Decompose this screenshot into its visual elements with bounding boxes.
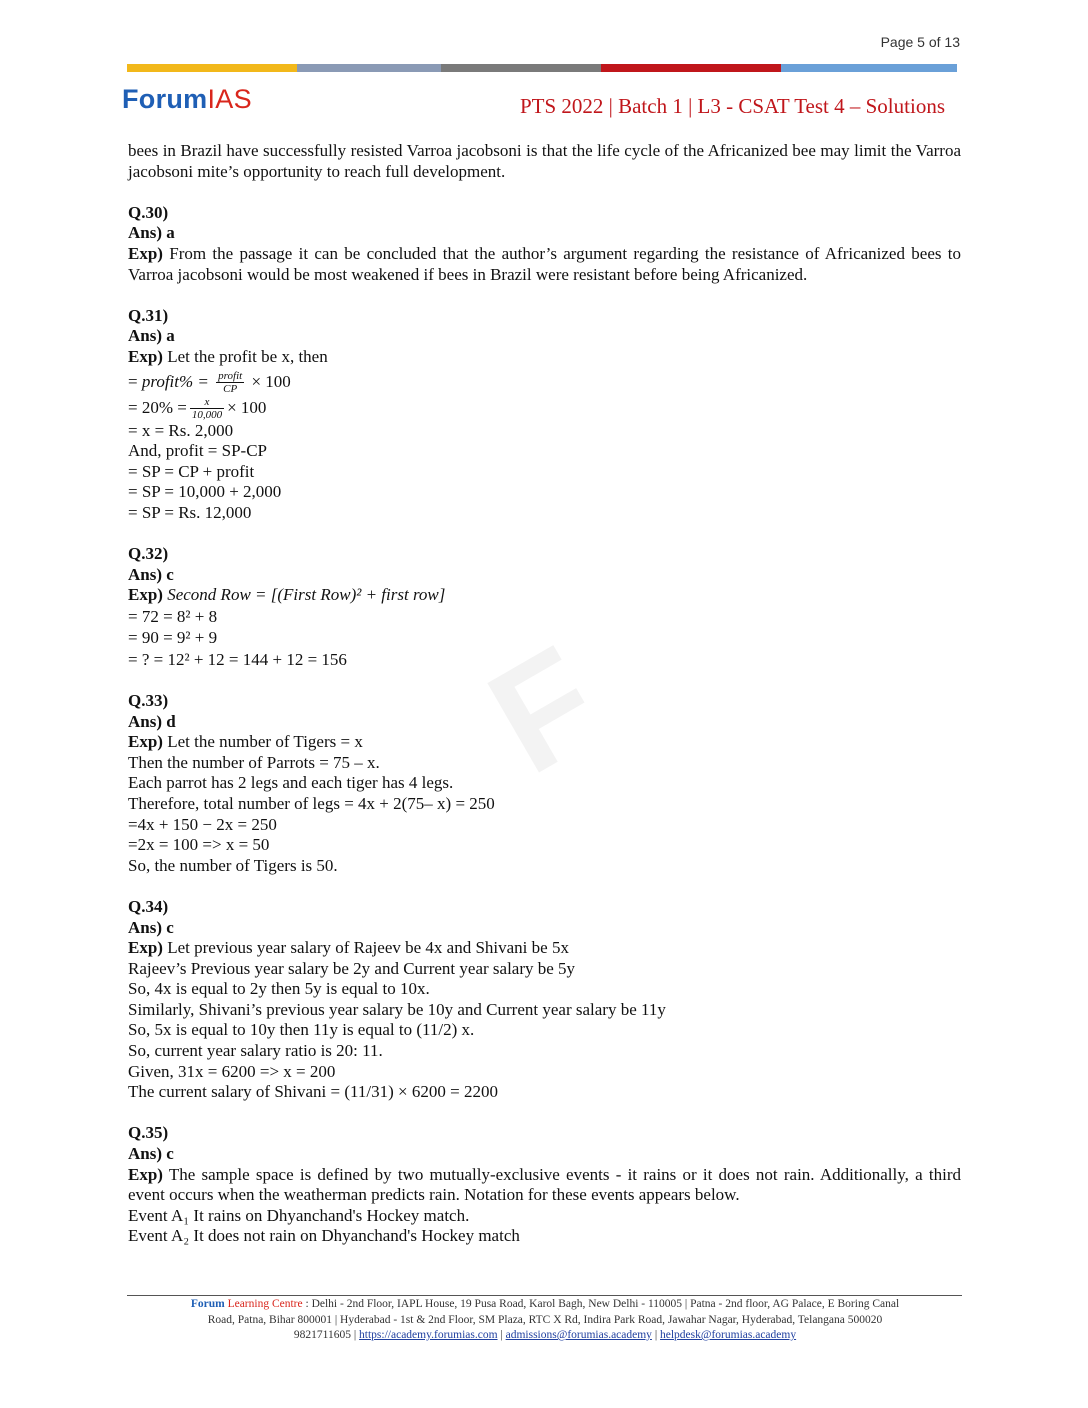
question-32 bbox=[128, 544, 961, 670]
exp-line: = SP = CP + profit bbox=[128, 461, 255, 481]
exp-line: =2x = 100 => x = 50 bbox=[128, 835, 270, 855]
exp-line: = 90 = 9² + 9 bbox=[128, 628, 218, 648]
color-bar-segment bbox=[601, 64, 781, 72]
answer: Ans) d bbox=[128, 711, 176, 731]
formula-math: profit% = bbox=[141, 371, 214, 391]
exp-label: Exp) bbox=[128, 585, 163, 605]
footer-address-1: Delhi - 2nd Floor, IAPL House, 19 Pusa Road, Karol Bagh, New Delhi - 110005 | Patna - 2nd floor, AG Palace, E Boring Canal bbox=[308, 1298, 900, 1310]
exp-line: Similarly, Shivani’s previous year salary be 10y and Current year salary be 11y bbox=[128, 999, 666, 1019]
footer-helpdesk-email-link[interactable]: helpdesk@forumias.academy bbox=[660, 1329, 797, 1341]
exp-line: = SP = Rs. 12,000 bbox=[128, 502, 252, 522]
question-number: Q.33) bbox=[128, 690, 169, 710]
exp-line: Each parrot has 2 legs and each tiger has 4 legs. bbox=[128, 773, 454, 793]
exp-line: So, 5x is equal to 10y then 11y is equal to (11/2) x. bbox=[128, 1020, 475, 1040]
color-bar-segment bbox=[297, 64, 441, 72]
answer: Ans) c bbox=[128, 564, 174, 584]
header-color-bar bbox=[127, 64, 957, 72]
explanation bbox=[128, 347, 961, 368]
exp-label: Exp) bbox=[128, 938, 163, 958]
page-number: Page 5 of 13 bbox=[880, 34, 960, 50]
footer-learning-centre: Learning Centre bbox=[224, 1298, 303, 1310]
question-number: Q.32) bbox=[128, 544, 169, 564]
question-number: Q.34) bbox=[128, 896, 169, 916]
exp-line: Therefore, total number of legs = 4x + 2(75– x) = 250 bbox=[128, 793, 495, 813]
explanation bbox=[128, 244, 961, 285]
exp-line: Given, 31x = 6200 => x = 200 bbox=[128, 1061, 336, 1081]
exp-line: Event A₂ It does not rain on Dhyanchand's Hockey match bbox=[128, 1226, 520, 1246]
exp-text: Let the number of Tigers = x bbox=[162, 732, 363, 752]
footer-admissions-email-link[interactable]: admissions@forumias.academy bbox=[505, 1329, 652, 1341]
question-number: Q.31) bbox=[128, 305, 169, 325]
footer bbox=[120, 1297, 970, 1344]
exp-label: Exp) bbox=[128, 1164, 163, 1184]
exp-line: Then the number of Parrots = 75 – x. bbox=[128, 752, 380, 772]
answer: Ans) c bbox=[128, 917, 174, 937]
exp-text: Second Row = [(First Row)² + first row] bbox=[162, 585, 446, 605]
footer-colon: : bbox=[302, 1298, 309, 1310]
exp-line: = SP = 10,000 + 2,000 bbox=[128, 482, 282, 502]
exp-line: The current salary of Shivani = (11/31) × 6200 = 2200 bbox=[128, 1082, 498, 1102]
question-30 bbox=[128, 203, 961, 285]
fraction-denominator: CP bbox=[223, 383, 238, 396]
exp-line: = ? = 12² + 12 = 144 + 12 = 156 bbox=[128, 649, 347, 669]
exp-label: Exp) bbox=[128, 732, 163, 752]
exp-label: Exp) bbox=[128, 346, 163, 366]
color-bar-segment bbox=[781, 64, 957, 72]
explanation bbox=[128, 732, 961, 753]
exp-line: So, current year salary ratio is 20: 11. bbox=[128, 1041, 383, 1061]
exp-line: = x = Rs. 2,000 bbox=[128, 420, 234, 440]
exp-line: So, 4x is equal to 2y then 5y is equal to 10x. bbox=[128, 979, 430, 999]
formula-suffix: × 100 bbox=[251, 371, 291, 391]
footer-divider bbox=[127, 1295, 962, 1296]
footer-separator: | bbox=[350, 1329, 360, 1341]
answer: Ans) a bbox=[128, 326, 175, 346]
question-35 bbox=[128, 1123, 961, 1247]
exp-line: Event A₁ It rains on Dhyanchand's Hockey match. bbox=[128, 1205, 470, 1225]
question-31 bbox=[128, 306, 961, 524]
question-number: Q.35) bbox=[128, 1123, 169, 1143]
color-bar-segment bbox=[441, 64, 601, 72]
fraction bbox=[216, 370, 244, 395]
footer-separator: | bbox=[497, 1329, 506, 1341]
question-34 bbox=[128, 897, 961, 1103]
exp-line: =4x + 150 − 2x = 250 bbox=[128, 814, 277, 834]
color-bar-segment bbox=[127, 64, 297, 72]
exp-line: Rajeev’s Previous year salary be 2y and Current year salary be 5y bbox=[128, 958, 576, 978]
question-number: Q.30) bbox=[128, 202, 169, 222]
formula-suffix: × 100 bbox=[227, 397, 267, 417]
formula-line bbox=[128, 368, 961, 395]
footer-line-1 bbox=[120, 1297, 970, 1313]
footer-phone: 9821711605 bbox=[293, 1329, 351, 1341]
formula-prefix: = bbox=[128, 371, 142, 391]
document-title: PTS 2022 | Batch 1 | L3 - CSAT Test 4 – Solutions bbox=[519, 94, 945, 118]
footer-separator: | bbox=[651, 1329, 660, 1341]
answer: Ans) a bbox=[128, 223, 175, 243]
exp-line: = 72 = 8² + 8 bbox=[128, 606, 218, 626]
explanation bbox=[128, 1165, 961, 1206]
formula-prefix: = 20% = bbox=[128, 397, 187, 417]
exp-text: From the passage it can be concluded that the author’s argument regarding the resistance of Africanized bees to Varroa jacobsoni would be most weakened if bees in Brazil were resistant before being Africanized. bbox=[128, 243, 961, 284]
exp-text: Let previous year salary of Rajeev be 4x and Shivani be 5x bbox=[162, 938, 569, 958]
formula-line bbox=[128, 395, 961, 421]
footer-forum: Forum bbox=[190, 1298, 225, 1310]
explanation bbox=[128, 938, 961, 959]
logo-ias: IAS bbox=[207, 84, 252, 114]
exp-text: The sample space is defined by two mutually-exclusive events - it rains or it does not rain. Additionally, a third event occurs when the weatherman predicts rain. Notation for these events appears below. bbox=[128, 1164, 961, 1205]
exp-line: So, the number of Tigers is 50. bbox=[128, 855, 338, 875]
intro-paragraph: bees in Brazil have successfully resisted Varroa jacobsoni is that the life cycle of the Africanized bee may limit the Varroa jacobsoni mite’s opportunity to reach full development. bbox=[128, 141, 961, 181]
footer-line-3 bbox=[120, 1328, 970, 1344]
solutions-content bbox=[128, 141, 961, 1247]
fraction-numerator: x bbox=[190, 396, 224, 409]
exp-line: And, profit = SP-CP bbox=[128, 441, 267, 461]
explanation bbox=[128, 585, 961, 606]
footer-website-link[interactable]: https://academy.forumias.com bbox=[359, 1329, 498, 1341]
logo-forum: Forum bbox=[122, 84, 208, 114]
forumias-logo bbox=[122, 84, 252, 115]
exp-text: Let the profit be x, then bbox=[162, 346, 328, 366]
question-33 bbox=[128, 691, 961, 876]
footer-line-2: Road, Patna, Bihar 800001 | Hyderabad - 1st & 2nd Floor, SM Plaza, RTC X Rd, Indira Park Road, Jawahar Nagar, Hyderabad, Telangana 500020 bbox=[207, 1313, 883, 1326]
exp-label: Exp) bbox=[128, 243, 163, 263]
fraction-denominator: 10,000 bbox=[191, 409, 223, 422]
fraction bbox=[190, 396, 224, 421]
answer: Ans) c bbox=[128, 1144, 174, 1164]
svg-text:F: F bbox=[462, 613, 626, 806]
fraction-numerator: profit bbox=[218, 370, 243, 383]
